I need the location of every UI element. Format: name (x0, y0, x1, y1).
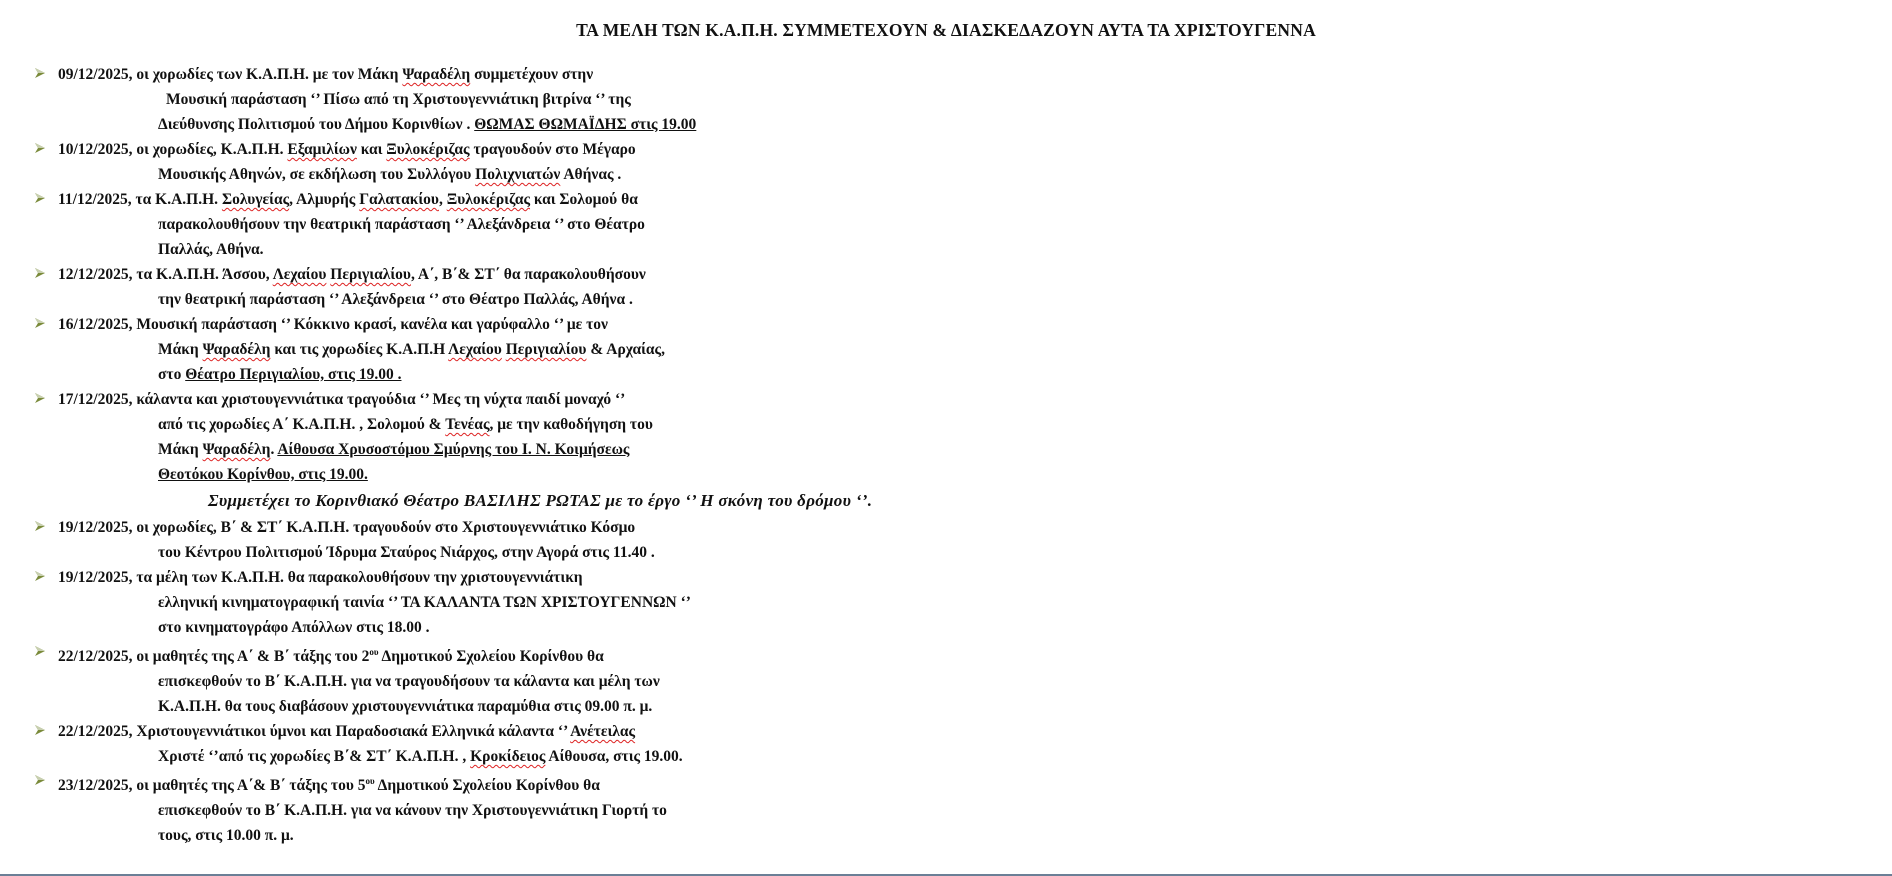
event-continuation-line (58, 823, 930, 848)
event-text: στο κινηματογράφο Απόλλων στις 18.00 . (158, 619, 430, 636)
event-date: 17/12/2025, (58, 391, 133, 408)
event-text: παρακολουθήσουν την θεατρική παράσταση ‘’ Αλεξάνδρεια ‘’ στο Θέατρο (158, 216, 645, 233)
event-list (30, 62, 930, 848)
event-first-line (58, 515, 930, 540)
event-first-line (58, 187, 930, 212)
event-date: 16/12/2025, (58, 316, 133, 333)
event-text: Χριστουγεννιάτικοι ύμνοι και Παραδοσιακά Ελληνικά κάλαντα ‘’ (132, 723, 571, 741)
event-text: τα Κ.Α.Π.Η. (131, 191, 222, 208)
event-text: από τις χορωδίες Α΄ Κ.Α.Π.Η. , Σολομού & (158, 416, 446, 433)
event-date: 11/12/2025, (58, 191, 132, 208)
spellcheck-flagged-word: Γαλατακίου (359, 191, 439, 208)
event-date: 22/12/2025, (58, 648, 133, 666)
event-text: Κ.Α.Π.Η. θα τους διαβάσουν χριστουγεννιάτικα παραμύθια στις 09.00 π. μ. (158, 698, 653, 716)
spellcheck-flagged-word: Ψαραδέλη (202, 441, 271, 458)
event-text: Δημοτικού Σχολείου Κορίνθου θα (374, 777, 600, 795)
event-first-line (58, 565, 930, 590)
spellcheck-flagged-word: Ψαραδέλη (402, 66, 471, 83)
event-text: . (270, 441, 278, 458)
underlined-text: Αίθουσα Χρυσοστόμου Σμύρνης του Ι. Ν. Κοιμήσεως (277, 441, 630, 458)
event-text: και Σολομού θα (530, 191, 638, 208)
event-text: , με την καθοδήγηση του (489, 416, 653, 433)
spellcheck-flagged-word: Λεχαίου (272, 266, 327, 283)
event-continuation-line (58, 744, 930, 769)
event-continuation-line (58, 462, 930, 487)
underlined-text: Θέατρο Περιγιαλίου, στις 19.00 . (185, 366, 402, 383)
event-text: Χριστέ ‘’από τις χορωδίες Β΄& ΣΤ΄ Κ.Α.Π.Η. , (158, 748, 471, 766)
event-first-line (58, 769, 930, 798)
arrowhead-bullet-icon (34, 67, 46, 79)
event-first-line (58, 719, 930, 744)
arrowhead-bullet-icon (34, 192, 46, 204)
event-text: , Α΄, Β΄& ΣΤ΄ θα παρακολουθήσουν (410, 266, 646, 283)
event-continuation-line (58, 237, 930, 262)
event-item (30, 62, 930, 137)
event-text: οι μαθητές της Α΄& Β΄ τάξης του 5 (132, 777, 366, 795)
spellcheck-flagged-word: Λεχαίου (448, 341, 502, 358)
event-continuation-line (58, 287, 930, 312)
event-text: στο (158, 366, 186, 383)
event-text: τα Κ.Α.Π.Η. Άσσου, (132, 266, 273, 283)
event-date: 12/12/2025, (58, 266, 133, 283)
event-item (30, 187, 930, 262)
event-continuation-line (58, 669, 930, 694)
arrowhead-bullet-icon (34, 570, 46, 582)
event-text: ου (365, 776, 375, 787)
arrowhead-bullet-icon (34, 724, 46, 736)
event-continuation-line (58, 540, 930, 565)
event-first-line (58, 640, 930, 669)
event-date: 19/12/2025, (58, 569, 133, 586)
event-date: 23/12/2025, (58, 777, 133, 795)
event-text: τα μέλη των Κ.Α.Π.Η. θα παρακολουθήσουν την χριστουγεννιάτικη (132, 569, 583, 586)
arrowhead-bullet-icon (34, 774, 46, 786)
event-text: Αίθουσα, στις 19.00. (545, 748, 683, 766)
event-text: επισκεφθούν το Β΄ Κ.Α.Π.Η. για να τραγουδήσουν τα κάλαντα και μέλη των (158, 673, 660, 691)
event-continuation-line (58, 694, 930, 719)
event-text: Μουσική παράσταση ‘’ Κόκκινο κρασί, κανέλα και γαρύφαλλο ‘’ με τον (132, 316, 608, 333)
event-item (30, 769, 930, 848)
event-first-line (58, 262, 930, 287)
arrowhead-bullet-icon (34, 142, 46, 154)
event-continuation-line (58, 362, 930, 387)
event-text: Μουσική παράσταση ‘’ Πίσω από τη Χριστουγεννιάτικη βιτρίνα ‘’ της (166, 91, 631, 108)
event-date: 10/12/2025, (58, 141, 133, 158)
event-text: τους, στις 10.00 π. μ. (158, 827, 294, 845)
event-first-line (58, 137, 930, 162)
event-text: κάλαντα και χριστουγεννιάτικα τραγούδια ‘’ Μες τη νύχτα παιδί μοναχό ‘’ (132, 391, 626, 408)
event-text: , Αλμυρής (289, 191, 360, 208)
event-text: οι χορωδίες των Κ.Α.Π.Η. με τον Μάκη (132, 66, 403, 83)
spellcheck-flagged-word: Ψαραδέλη (202, 341, 271, 358)
arrowhead-bullet-icon (34, 392, 46, 404)
spellcheck-flagged-word: Περιγιαλίου (330, 266, 411, 283)
event-text: την θεατρική παράσταση ‘’ Αλεξάνδρεια ‘’ στο Θέατρο Παλλάς, Αθήνα . (158, 291, 633, 308)
event-item (30, 387, 930, 487)
arrowhead-bullet-icon (34, 267, 46, 279)
arrowhead-bullet-icon (34, 645, 46, 657)
event-continuation-line (58, 590, 930, 615)
event-text: του Κέντρου Πολιτισμού Ίδρυμα Σταύρος Νιάρχος, στην Αγορά στις 11.40 . (158, 544, 655, 561)
arrowhead-bullet-icon (34, 317, 46, 329)
event-first-line (58, 62, 930, 87)
event-continuation-line (58, 615, 930, 640)
event-continuation-line (58, 162, 930, 187)
event-text: Μάκη (158, 341, 203, 358)
event-text: οι μαθητές της Α΄ & Β΄ τάξης του 2 (132, 648, 370, 666)
spellcheck-flagged-word: Τενέας (445, 416, 490, 433)
event-date: 09/12/2025, (58, 66, 133, 83)
event-text: και (356, 141, 387, 158)
event-date: 19/12/2025, (58, 519, 133, 536)
document-title: ΤΑ ΜΕΛΗ ΤΩΝ Κ.Α.Π.Η. ΣΥΜΜΕΤΕΧΟΥΝ & ΔΙΑΣΚΕΔΑΖΟΥΝ ΑΥΤΑ ΤΑ ΧΡΙΣΤΟΥΓΕΝΝΑ (576, 20, 1316, 40)
event-continuation-line (58, 798, 930, 823)
spellcheck-flagged-word: Εξαμιλίων (287, 141, 357, 158)
event-text: συμμετέχουν στην (470, 66, 594, 83)
event-first-line (58, 312, 930, 337)
event-text: Αθήνας . (560, 166, 622, 183)
event-text: επισκεφθούν το Β΄ Κ.Α.Π.Η. για να κάνουν την Χριστουγεννιάτικη Γιορτή το (158, 802, 667, 820)
event-continuation-line (58, 87, 930, 112)
underlined-text: Θεοτόκου Κορίνθου, στις 19.00. (158, 466, 368, 483)
spellcheck-flagged-word: Ξυλοκέριζας (446, 191, 531, 208)
event-item (30, 640, 930, 719)
event-text: , (438, 191, 447, 208)
event-text: οι χορωδίες, Κ.Α.Π.Η. (132, 141, 288, 158)
event-text: Μάκη (158, 441, 203, 458)
event-text: ελληνική κινηματογραφική ταινία ‘’ ΤΑ ΚΑΛΑΝΤΑ ΤΩΝ ΧΡΙΣΤΟΥΓΕΝΝΩΝ ‘’ (158, 594, 691, 611)
event-item (30, 137, 930, 187)
spellcheck-flagged-word: Κροκίδειος (470, 748, 546, 766)
event-text: Μουσικής Αθηνών, σε εκδήλωση του Συλλόγου (158, 166, 476, 183)
event-date: 22/12/2025, (58, 723, 133, 741)
special-note: Συμμετέχει το Κορινθιακό Θέατρο ΒΑΣΙΛΗΣ ΡΩΤΑΣ με το έργο ‘’ Η σκόνη του δρόμου ‘’. (208, 491, 873, 510)
event-continuation-line (58, 437, 930, 462)
arrowhead-bullet-icon (34, 520, 46, 532)
event-first-line (58, 387, 930, 412)
event-text: & Αρχαίας, (586, 341, 665, 358)
event-text: Παλλάς, Αθήνα. (158, 241, 264, 258)
event-item (30, 515, 930, 565)
event-text: Διεύθυνσης Πολιτισμού του Δήμου Κορινθίων . (158, 116, 475, 133)
event-item (30, 262, 930, 312)
event-text: ου (369, 647, 379, 657)
event-text: και τις χορωδίες Κ.Α.Π.Η (270, 341, 449, 358)
underlined-text: ΘΩΜΑΣ ΘΩΜΑΪΔΗΣ στις 19.00 (474, 116, 697, 133)
event-item (30, 719, 930, 769)
spellcheck-flagged-word: Ξυλοκέριζας (386, 141, 470, 158)
spellcheck-flagged-word: Περιγιαλίου (505, 341, 587, 358)
event-continuation-line (58, 112, 930, 137)
spellcheck-flagged-word: Σολυγείας (221, 191, 290, 208)
event-continuation-line (58, 337, 930, 362)
event-item (30, 312, 930, 387)
spellcheck-flagged-word: Πολιχνιατών (475, 166, 561, 183)
spellcheck-flagged-word: Ανέτειλας (570, 723, 636, 741)
event-text: τραγουδούν στο Μέγαρο (469, 141, 636, 158)
event-continuation-line (58, 412, 930, 437)
event-item (30, 565, 930, 640)
event-text: οι χορωδίες, Β΄ & ΣΤ΄ Κ.Α.Π.Η. τραγουδούν στο Χριστουγεννιάτικο Κόσμο (132, 519, 636, 536)
event-text: Δημοτικού Σχολείου Κορίνθου θα (378, 648, 604, 666)
event-continuation-line (58, 212, 930, 237)
